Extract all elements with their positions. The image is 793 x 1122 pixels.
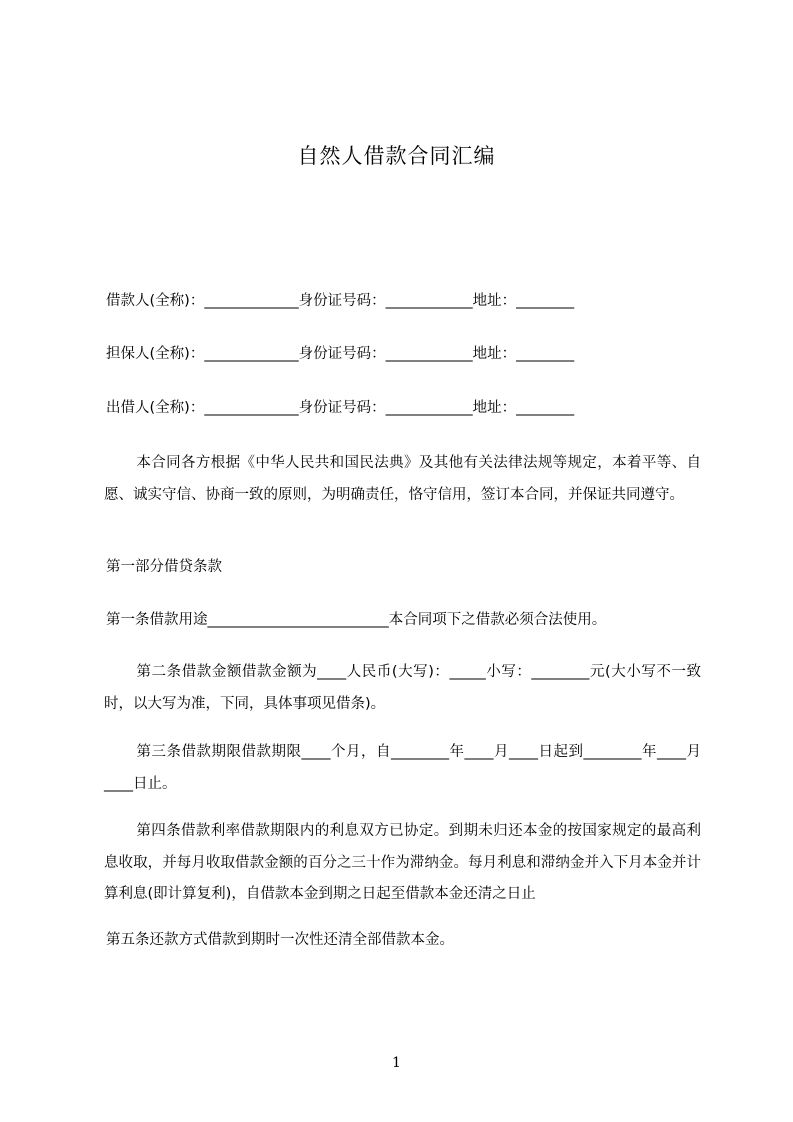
preamble-text: 本合同各方根据《中华人民共和国民法典》及其他有关法律法规等规定，本着平等、自愿、诚实守信、协商一致的原则，为明确责任，恪守信用，签订本合同，并保证共同遵守。 <box>104 455 701 503</box>
document-title: 自然人借款合同汇编 <box>297 144 496 168</box>
article-2-paragraph <box>104 657 701 720</box>
party-borrower-line: 借款人(全称)：_____________身份证号码：____________地址：________ <box>106 293 575 309</box>
article-3-text: 第三条借款期限借款期限____个月，自________年____月____日起到________年____月____日止。 <box>104 744 701 792</box>
article-3-paragraph <box>104 737 701 800</box>
part-one-heading: 第一部分借贷条款 <box>106 559 222 575</box>
article-1: 第一条借款用途_________________________本合同项下之借款必须合法使用。 <box>106 612 607 628</box>
article-5: 第五条还款方式借款到期时一次性还清全部借款本金。 <box>106 932 454 948</box>
article-4-paragraph <box>104 816 701 911</box>
article-2-text: 第二条借款金额借款金额为____人民币(大写)：_____小写：________元(大小写不一致时，以大写为准，下同，具体事项见借条)。 <box>104 664 701 712</box>
preamble-paragraph <box>104 448 701 511</box>
page-number: 1 <box>392 1055 401 1071</box>
party-lender-line: 出借人(全称)：_____________身份证号码：____________地址：________ <box>106 400 575 416</box>
party-guarantor-line: 担保人(全称)：_____________身份证号码：____________地址：________ <box>106 346 575 362</box>
article-4-text: 第四条借款利率借款期限内的利息双方已协定。到期未归还本金的按国家规定的最高利息收取，并每月收取借款金额的百分之三十作为滞纳金。每月利息和滞纳金并入下月本金并计算利息(即计算复利)，自借款本金到期之日起至借款本金还清之日止 <box>104 823 701 902</box>
